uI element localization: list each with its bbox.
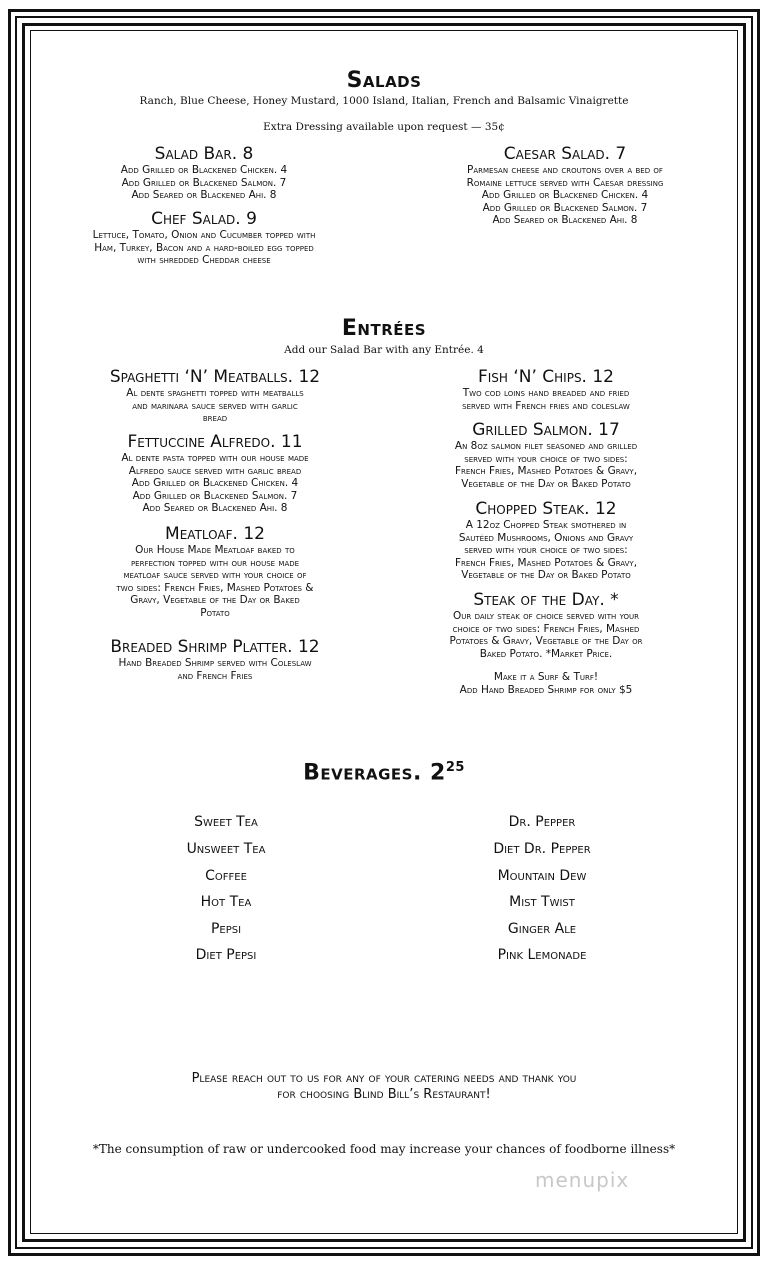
- item-desc: served with French fries and coleslaw: [462, 399, 630, 412]
- item-name: Caesar Salad. 7: [503, 144, 627, 164]
- item-desc: French Fries, Mashed Potatoes & Gravy,: [454, 465, 638, 477]
- item-desc: Our daily steak of choice served with your: [453, 610, 639, 622]
- item-desc: Gravy, Vegetable of the Day or Baked: [130, 594, 300, 606]
- beverage-item: Pepsi: [210, 921, 242, 937]
- beverage-item: Unsweet Tea: [186, 841, 266, 857]
- catering-line: for choosing Blind Bill’s Restaurant!: [277, 1087, 491, 1102]
- beverages-title: [0, 760, 768, 785]
- beverage-item: Mountain Dew: [497, 868, 587, 884]
- beverage-item: Ginger Ale: [507, 921, 577, 937]
- item-name: Steak of the Day. *: [473, 590, 619, 610]
- item-name: Spaghetti ‘N’ Meatballs. 12: [109, 367, 321, 387]
- menu-item-salad-bar: [30, 145, 378, 202]
- menu-item-fish-chips: [396, 368, 696, 412]
- item-desc: Add Seared or Blackened Ahi. 8: [142, 502, 288, 514]
- item-desc: Potatoes & Gravy, Vegetable of the Day or: [449, 635, 643, 647]
- item-desc: perfection topped with our house made: [130, 556, 300, 569]
- item-desc: Add Seared or Blackened Ahi. 8: [492, 214, 638, 226]
- item-name: Fish ‘N’ Chips. 12: [477, 367, 614, 387]
- item-desc: Hand Breaded Shrimp served with Coleslaw: [118, 657, 312, 669]
- catering-line: Please reach out to us for any of your catering needs and thank you: [191, 1071, 577, 1086]
- menu-item-caesar-salad: [400, 145, 730, 227]
- item-desc: Add Grilled or Blackened Salmon. 7: [121, 176, 287, 189]
- beverage-item: Dr. Pepper: [508, 814, 576, 830]
- item-desc: Al dente pasta topped with our house made: [121, 452, 309, 464]
- item-name: Meatloaf. 12: [165, 524, 265, 544]
- item-desc: choice of two sides: French Fries, Mashed: [452, 622, 640, 635]
- menu-item-fettuccine: [60, 433, 370, 515]
- beverage-item: Mist Twist: [509, 894, 575, 910]
- beverage-item: Sweet Tea: [194, 814, 258, 830]
- item-desc: bread: [202, 412, 228, 424]
- item-desc: Sautéed Mushrooms, Onions and Gravy: [458, 531, 634, 544]
- item-desc: Two cod loins hand breaded and fried: [462, 387, 630, 399]
- item-desc: Add Grilled or Blackened Chicken. 4: [131, 477, 299, 489]
- item-desc: Romaine lettuce served with Caesar dressing: [466, 176, 664, 189]
- beverage-item: Hot Tea: [200, 894, 252, 910]
- salads-title: Salads: [346, 68, 422, 93]
- watermark-logo: menupix: [535, 1168, 630, 1192]
- entrees-subtitle: Add our Salad Bar with any Entrée. 4: [284, 344, 484, 356]
- item-desc: Parmesan cheese and croutons over a bed of: [467, 164, 663, 176]
- menu-item-spaghetti: [60, 368, 370, 425]
- item-desc: Add Grilled or Blackened Salmon. 7: [482, 201, 648, 214]
- beverage-item: Diet Dr. Pepper: [493, 841, 591, 857]
- beverages-price-cents: 25: [445, 760, 465, 775]
- item-desc: Ham, Turkey, Bacon and a hard-boiled egg topped: [94, 241, 314, 254]
- item-desc: Add Grilled or Blackened Chicken. 4: [481, 189, 649, 201]
- surf-turf-note: [396, 671, 696, 696]
- item-desc: with shredded Cheddar cheese: [137, 254, 271, 266]
- item-desc: Add Seared or Blackened Ahi. 8: [131, 189, 277, 201]
- item-name: Salad Bar. 8: [154, 144, 254, 164]
- item-desc: and marinara sauce served with garlic: [132, 399, 298, 412]
- menu-item-chef-salad: [30, 210, 378, 267]
- item-desc: Add Grilled or Blackened Salmon. 7: [132, 489, 298, 502]
- item-desc: meatloaf sauce served with your choice of: [123, 569, 307, 581]
- beverage-item: Pink Lemonade: [497, 947, 587, 963]
- catering-note: [90, 1071, 678, 1103]
- extra-dressing-note: Extra Dressing available upon request — 35¢: [263, 121, 505, 133]
- entrees-title: Entrées: [341, 316, 427, 341]
- dressings-list: Ranch, Blue Cheese, Honey Mustard, 1000 Island, Italian, French and Balsamic Vinaigrette: [139, 95, 629, 107]
- menu-item-chopped-steak: [396, 500, 696, 582]
- item-desc: Our House Made Meatloaf baked to: [135, 544, 295, 556]
- item-desc: served with your choice of two sides:: [464, 452, 628, 465]
- item-desc: A 12oz Chopped Steak smothered in: [465, 519, 627, 531]
- surf-turf-line: Make it a Surf & Turf!: [493, 671, 599, 683]
- item-desc: Vegetable of the Day or Baked Potato: [461, 477, 631, 490]
- item-desc: An 8oz salmon filet seasoned and grilled: [454, 440, 638, 452]
- beverage-item: Diet Pepsi: [195, 947, 257, 963]
- item-desc: Al dente spaghetti topped with meatballs: [126, 387, 304, 399]
- menu-item-steak-of-day: [396, 591, 696, 660]
- item-desc: Vegetable of the Day or Baked Potato: [461, 569, 631, 581]
- item-desc: two sides: French Fries, Mashed Potatoes &: [116, 581, 314, 594]
- item-desc: Alfredo sauce served with garlic bread: [128, 464, 302, 477]
- beverage-item: Coffee: [205, 868, 247, 884]
- menu-item-shrimp-platter: [60, 638, 370, 682]
- food-safety-warning: *The consumption of raw or undercooked food may increase your chances of foodborne illness*: [92, 1142, 676, 1156]
- item-desc: Lettuce, Tomato, Onion and Cucumber topped with: [92, 229, 316, 241]
- item-desc: Potato: [200, 606, 230, 619]
- item-name: Breaded Shrimp Platter. 12: [110, 637, 320, 657]
- menu-item-grilled-salmon: [396, 421, 696, 490]
- beverages-title-text: Beverages. 2: [303, 760, 446, 786]
- item-desc: French Fries, Mashed Potatoes & Gravy,: [454, 556, 638, 569]
- menu-item-meatloaf: [60, 525, 370, 619]
- item-desc: Baked Potato. *Market Price.: [479, 647, 613, 660]
- item-name: Grilled Salmon. 17: [472, 420, 620, 440]
- item-desc: and French Fries: [177, 669, 253, 682]
- item-name: Chopped Steak. 12: [475, 499, 617, 519]
- item-name: Fettuccine Alfredo. 11: [127, 432, 303, 452]
- item-name: Chef Salad. 9: [151, 209, 257, 229]
- item-desc: Add Grilled or Blackened Chicken. 4: [120, 164, 288, 176]
- surf-turf-line: Add Hand Breaded Shrimp for only $5: [459, 683, 633, 696]
- item-desc: served with your choice of two sides:: [464, 544, 628, 556]
